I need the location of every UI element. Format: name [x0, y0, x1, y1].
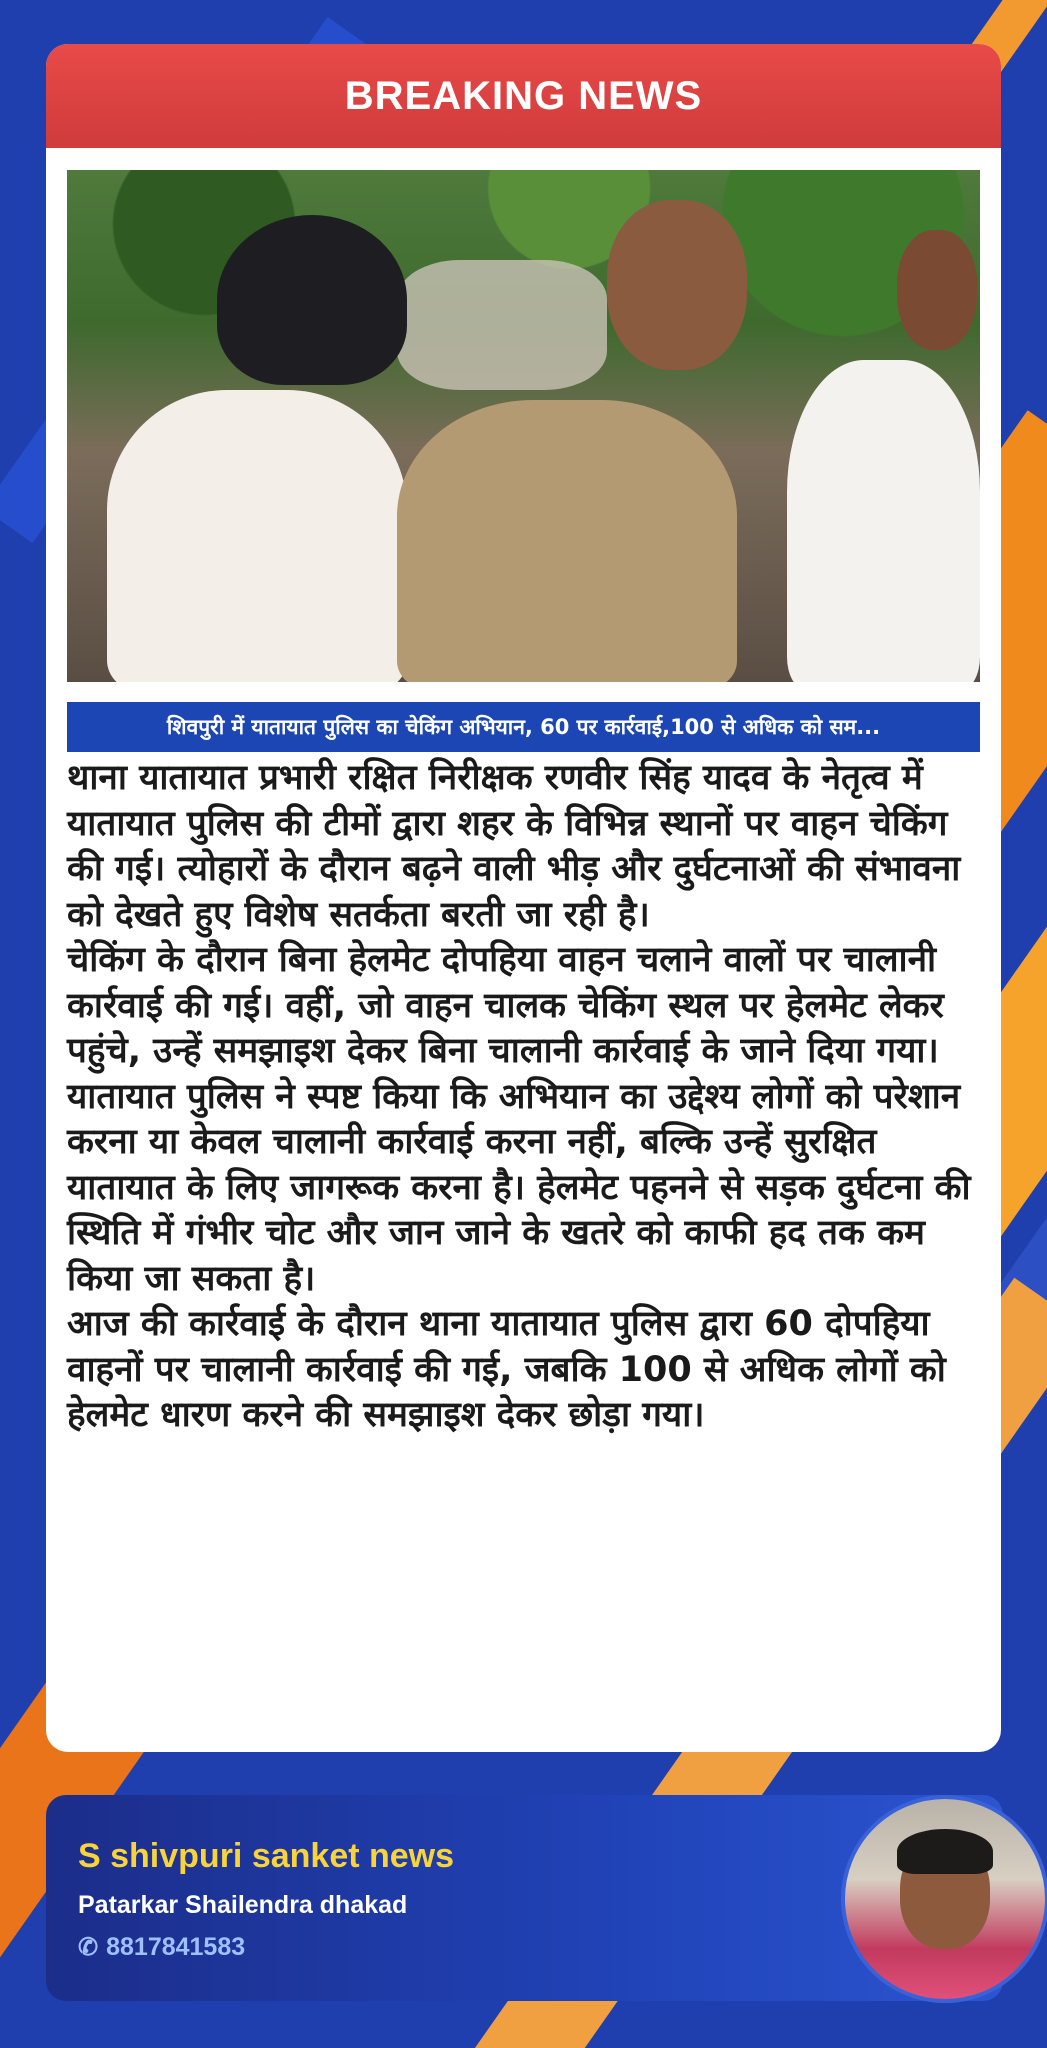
- article-paragraph: आज की कार्रवाई के दौरान थाना यातायात पुलिस द्वारा 60 दोपहिया वाहनों पर चालानी कार्रवाई की गई, जबकि 100 से अधिक लोगों को हेलमेट धारण करने की समझाइश देकर छोड़ा गया।: [67, 1304, 946, 1435]
- reporter-avatar: [841, 1795, 1047, 2003]
- article-body: [67, 756, 992, 1439]
- article-paragraph: थाना यातायात प्रभारी रक्षित निरीक्षक रणवीर सिंह यादव के नेतृत्व में यातायात पुलिस की टीमों द्वारा शहर के विभिन्न स्थानों पर वाहन चेकिंग की गई। त्योहारों के दौरान बढ़ने वाली भीड़ और दुर्घटनाओं की संभावना को देखते हुए विशेष सतर्कता बरती जा रही है।: [67, 758, 961, 935]
- brand-name: S shivpuri sanket news: [78, 1837, 455, 1875]
- article-paragraph: यातायात पुलिस ने स्पष्ट किया कि अभियान का उद्देश्य लोगों को परेशान करना या केवल चालानी कार्रवाई करना नहीं, बल्कि उन्हें सुरक्षित यातायात के लिए जागरूक करना है। हेलमेट पहनने से सड़क दुर्घटना की स्थिति में गंभीर चोट और जान जाने के खतरे को काफी हद तक कम किया जा सकता है।: [67, 1076, 971, 1299]
- publisher-footer: [46, 1795, 1003, 2001]
- news-card: [46, 44, 1001, 1752]
- photo-caption: शिवपुरी में यातायात पुलिस का चेकिंग अभियान, 60 पर कार्रवाई,100 से अधिक को सम...: [67, 702, 980, 752]
- phone-number: 8817841583: [106, 1933, 246, 1961]
- phone-number-row[interactable]: [78, 1933, 245, 1962]
- breaking-news-header: BREAKING NEWS: [46, 44, 1001, 148]
- reporter-name: Patarkar Shailendra dhakad: [78, 1891, 408, 1919]
- phone-icon: ✆: [78, 1934, 99, 1961]
- news-photo: [67, 170, 980, 682]
- article-paragraph: चेकिंग के दौरान बिना हेलमेट दोपहिया वाहन चलाने वालों पर चालानी कार्रवाई की गई। वहीं, जो वाहन चालक चेकिंग स्थल पर हेलमेट लेकर पहुंचे, उन्हें समझाइश देकर बिना चालानी कार्रवाई के जाने दिया गया।: [67, 940, 944, 1071]
